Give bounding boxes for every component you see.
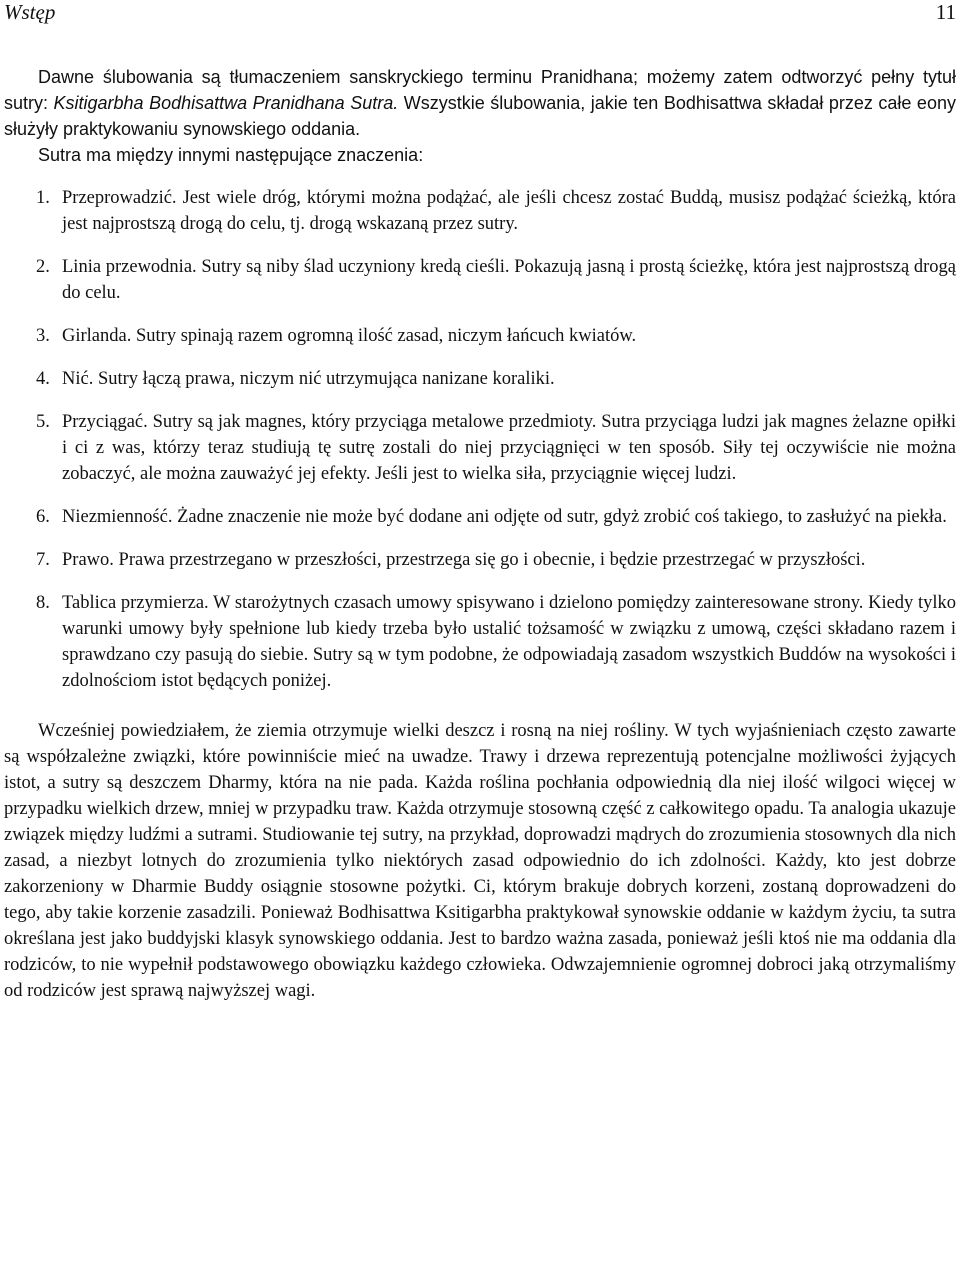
list-item-number: 3. [36, 326, 50, 346]
list-item-term: Przeprowadzić. [62, 188, 177, 208]
list-item-text: Jest wiele dróg, którymi można podążać, ale jeśli chcesz zostać Buddą, musisz podążać ścieżką, która jest najprostszą drogą do celu, tj. drogą wskazaną przez sutry. [62, 188, 957, 234]
list-item [4, 547, 956, 573]
intro-paragraph [4, 64, 956, 142]
list-item-text: Prawa przestrzegano w przeszłości, przestrzega się go i obecnie, i będzie przestrzegać w przyszłości. [118, 550, 866, 570]
intro-text-continued: Wszystkie ślubowania, jakie ten Bodhisattwa składał przez całe eony służyły praktykowaniu synowskiego oddania. [4, 93, 956, 139]
intro-meanings-line: Sutra ma między innymi następujące znaczenia: [38, 145, 424, 165]
page-number: 11 [935, 0, 956, 24]
list-item [4, 504, 956, 530]
list-item-term: Niezmienność. [62, 507, 173, 527]
list-item-term: Nić. [62, 369, 94, 389]
list-item-number: 8. [36, 593, 50, 613]
list-item-term: Linia przewodnia. [62, 257, 197, 277]
list-item [4, 366, 956, 392]
list-item-number: 7. [36, 550, 50, 570]
list-item-term: Prawo. [62, 550, 114, 570]
page-body [4, 64, 956, 1004]
list-item-text: Sutry są jak magnes, który przyciąga metalowe przedmioty. Sutra przyciąga ludzi jak magnes żelazne opiłki i ci z was, którzy teraz studiują tę sutrę zostali do niej przyciągnięci w ten sposób. Siły tej oczywiście nie można zobaczyć, ale można zauważyć jej efekty. Jeśli jest to wielka siła, przyciągnie więcej ludzi. [62, 412, 956, 484]
sutra-title: Ksitigarbha Bodhisattwa Pranidhana Sutra. [53, 93, 399, 113]
list-item-text: Sutry łączą prawa, niczym nić utrzymująca nanizane koraliki. [97, 369, 555, 389]
list-item-term: Girlanda. [62, 326, 132, 346]
closing-paragraph: Wcześniej powiedziałem, że ziemia otrzymuje wielki deszcz i rosną na niej rośliny. W tych wyjaśnieniach często zawarte są współzależne związki, które powinniście mieć na uwadze. Trawy i drzewa reprezentują potencjalne możliwości żyjących istot, a sutry są deszczem Dharmy, która na nie pada. Każda roślina pochłania odpowiednią dla niej ilość wilgoci więcej w przypadku wielkich drzew, mniej w przypadku traw. Każda otrzymuje stosowną część z całkowitego opadu. Ta analogia ukazuje związek między ludźmi a sutrami. Studiowanie tej sutry, na przykład, doprowadzi mądrych do zrozumienia stosownych dla nich zasad, a niezbyt lotnych do zrozumienia tylko niektórych zasad odpowiednio do ich zdolności. Każdy, kto jest dobrze zakorzeniony w Dharmie Buddy osiągnie stosowne pożytki. Ci, którym brakuje dobrych korzeni, zostaną doprowadzeni do tego, aby takie korzenie zasadzili. Ponieważ Bodhisattwa Ksitigarbha praktykował synowskie oddanie w każdym życiu, ta sutra określana jest jako buddyjski klasyk synowskiego oddania. Jest to bardzo ważna zasada, ponieważ jeśli ktoś nie ma oddania dla rodziców, to nie wypełnił podstawowego obowiązku każdego człowieka. Odwzajemnienie ogromnej dobroci jaką otrzymaliśmy od rodziców jest sprawą najwyższej wagi. [4, 721, 956, 1001]
intro-text: Dawne ślubowania są tłumaczeniem sanskryckiego terminu Pranidhana; możemy zatem odtworzyć pełny tytuł sutry: [4, 67, 956, 113]
meanings-list [4, 185, 956, 694]
list-item-number: 6. [36, 507, 50, 527]
list-item [4, 323, 956, 349]
list-item-term: Tablica przymierza. [62, 593, 209, 613]
list-item-text: Żadne znaczenie nie może być dodane ani odjęte od sutr, gdyż zrobić coś takiego, to zasłużyć na piekła. [177, 507, 947, 527]
list-item-number: 1. [36, 188, 50, 208]
section-title: Wstęp [4, 0, 56, 24]
list-item-term: Przyciągać. [62, 412, 148, 432]
list-item-text: W starożytnych czasach umowy spisywano i dzielono pomiędzy zainteresowane strony. Kiedy tylko warunki umowy były spełnione lub kiedy trzeba było ustalić tożsamość w związku z umową, części składano razem i sprawdzano czy pasują do siebie. Sutry są w tym podobne, że odpowiadają zasadom wszystkich Buddów na wysokości i zdolnościom istot będących poniżej. [62, 593, 957, 691]
list-item [4, 409, 956, 487]
list-item [4, 185, 956, 237]
list-item [4, 590, 956, 694]
list-item-number: 5. [36, 412, 50, 432]
page-header [4, 0, 956, 28]
list-item-text: Sutry spinają razem ogromną ilość zasad, niczym łańcuch kwiatów. [135, 326, 637, 346]
list-item-number: 4. [36, 369, 50, 389]
list-item [4, 254, 956, 306]
list-item-text: Sutry są niby ślad uczyniony kredą cieśli. Pokazują jasną i prostą ścieżkę, która jest najprostszą drogą do celu. [62, 257, 956, 303]
list-item-number: 2. [36, 257, 50, 277]
